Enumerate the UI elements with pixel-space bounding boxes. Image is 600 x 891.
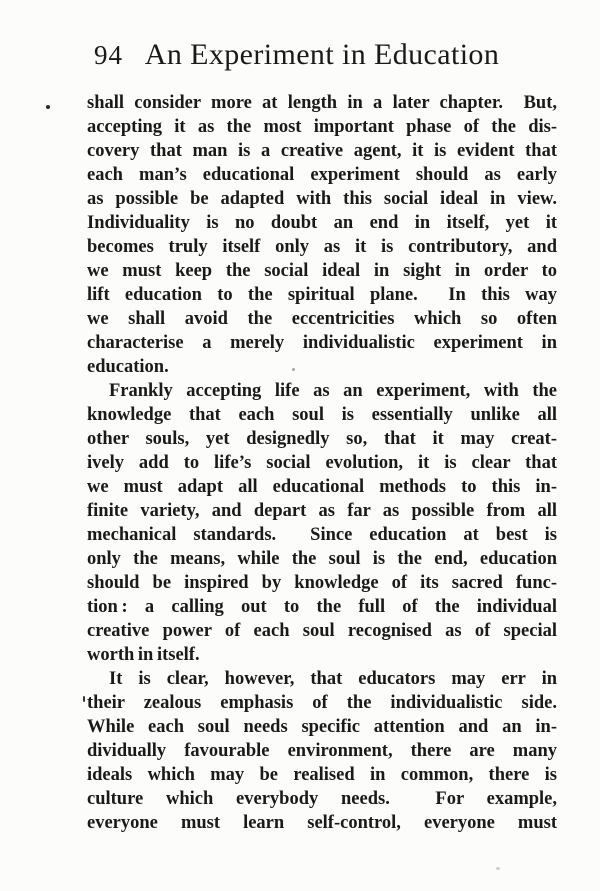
text-line: should be inspired by knowledge of its sacred func- bbox=[87, 573, 557, 593]
text-line: tion : a calling out to the full of the individual bbox=[87, 597, 557, 617]
text-line: shall consider more at length in a later chapter. But, bbox=[87, 93, 557, 113]
text-line: Individuality is no doubt an end in itself, yet it bbox=[87, 213, 557, 233]
text-line: It is clear, however, that educators may err in bbox=[109, 669, 557, 689]
text-line: ideals which may be realised in common, there is bbox=[87, 765, 557, 785]
page-number: 94 bbox=[94, 40, 123, 70]
text-line: covery that man is a creative agent, it is evident that bbox=[87, 141, 557, 161]
ink-speck bbox=[46, 105, 50, 109]
text-line: only the means, while the soul is the end, education bbox=[87, 549, 557, 569]
text-line: knowledge that each soul is essentially unlike all bbox=[87, 405, 557, 425]
text-line: mechanical standards. Since education at best is bbox=[87, 525, 557, 545]
text-line: dividually favourable environment, there are many bbox=[87, 741, 557, 761]
ink-speck bbox=[83, 696, 85, 702]
text-line: we must adapt all educational methods to this in- bbox=[87, 477, 557, 497]
text-line: creative power of each soul recognised as of special bbox=[87, 621, 557, 641]
text-line: lift education to the spiritual plane. In this way bbox=[87, 285, 557, 305]
text-line: characterise a merely individualistic experiment in bbox=[87, 333, 557, 353]
text-line: accepting it as the most important phase of the dis- bbox=[87, 117, 557, 137]
text-line: finite variety, and depart as far as possible from all bbox=[87, 501, 557, 521]
paragraphs bbox=[87, 91, 557, 835]
running-header bbox=[87, 36, 557, 74]
text-line: their zealous emphasis of the individualistic side. bbox=[87, 693, 557, 713]
text-line: other souls, yet designedly so, that it may creat- bbox=[87, 429, 557, 449]
ink-speck bbox=[496, 867, 500, 870]
running-title: An Experiment in Education bbox=[144, 38, 500, 71]
text-line: While each soul needs specific attention and an in- bbox=[87, 717, 557, 737]
text-line: becomes truly itself only as it is contributory, and bbox=[87, 237, 557, 257]
ink-speck bbox=[292, 368, 295, 371]
text-line: Frankly accepting life as an experiment, with the bbox=[109, 381, 557, 401]
text-line: as possible be adapted with this social ideal in view. bbox=[87, 189, 557, 209]
text-line: culture which everybody needs. For example, bbox=[87, 789, 557, 809]
text-line: each man’s educational experiment should as early bbox=[87, 165, 557, 185]
text-line: we shall avoid the eccentricities which so often bbox=[87, 309, 557, 329]
text-line: everyone must learn self-control, everyone must bbox=[87, 813, 557, 833]
text-line: ively add to life’s social evolution, it is clear that bbox=[87, 453, 557, 473]
text-line: we must keep the social ideal in sight in order to bbox=[87, 261, 557, 281]
text-line: worth in itself. bbox=[87, 645, 200, 665]
text-line: education. bbox=[87, 357, 169, 377]
